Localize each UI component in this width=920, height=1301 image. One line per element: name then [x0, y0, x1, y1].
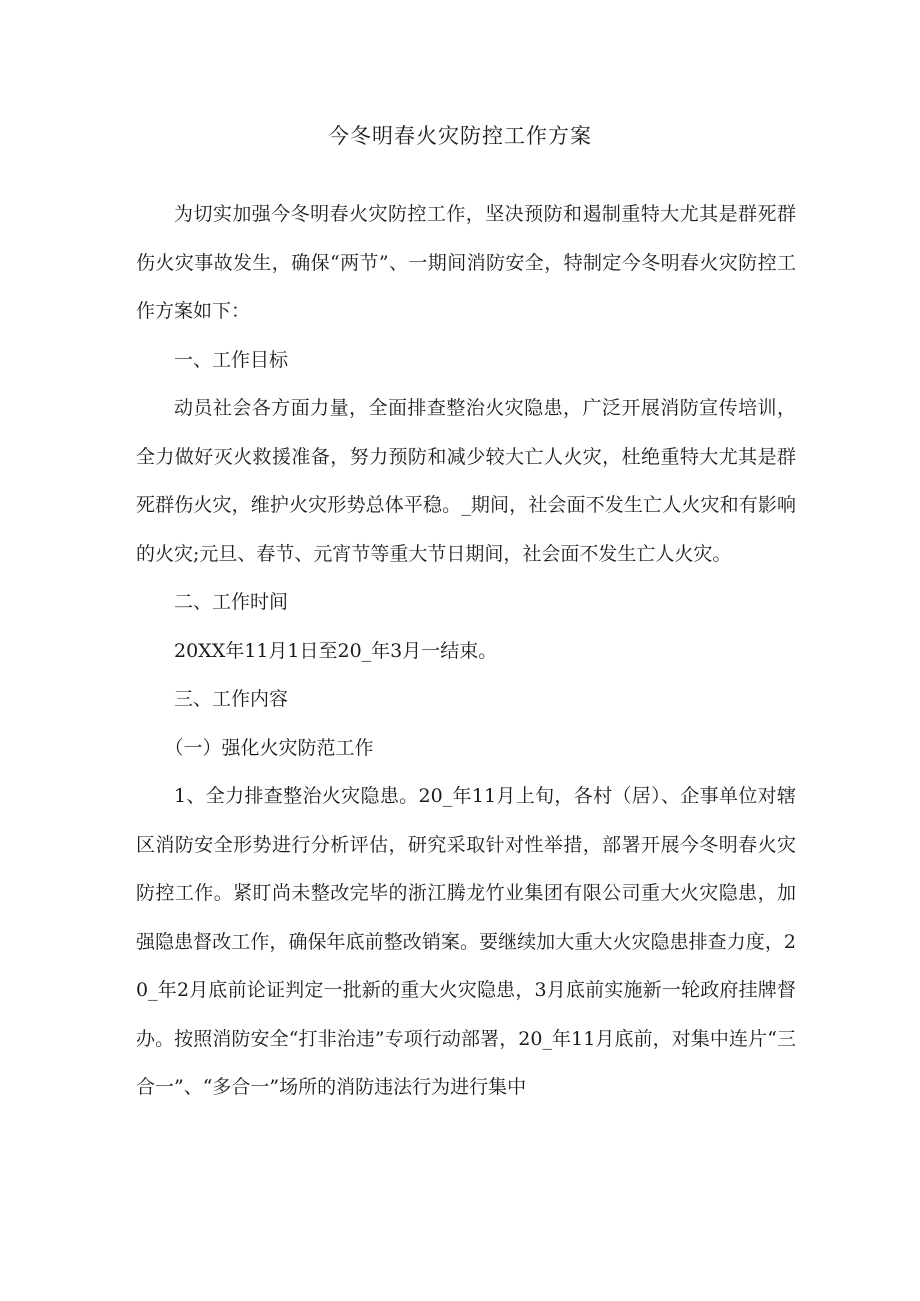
document-title: 今冬明春火灾防控工作方案 — [328, 124, 592, 148]
section-heading-content: 三、工作内容 — [174, 688, 289, 710]
goals-paragraph: 动员社会各方面力量，全面排查整治火灾隐患，广泛开展消防宣传培训，全力做好灭火救援准备，努力预防和减少较大亡人火灾，杜绝重特大尤其是群死群伤火灾，维护火灾形势总体平稳。_期间，社会面不发生亡人火灾和有影响的火灾;元旦、春节、元宵节等重大节日期间，社会面不发生亡人火灾。 — [136, 397, 796, 565]
document-body — [136, 190, 796, 1112]
item-1-paragraph: 1、全力排查整治火灾隐患。20_年11月上旬，各村（居）、企事单位对辖区消防安全形势进行分析评估，研究采取针对性举措，部署开展今冬明春火灾防控工作。紧盯尚未整改完毕的浙江腾龙竹业集团有限公司重大火灾隐患，加强隐患督改工作，确保年底前整改销案。要继续加大重大火灾隐患排查力度，20_年2月底前论证判定一批新的重大火灾隐患，3月底前实施新一轮政府挂牌督办。按照消防安全“打非治违”专项行动部署，20_年11月底前，对集中连片“三合一”、“多合一”场所的消防违法行为进行集中 — [136, 785, 796, 1098]
section-heading-time: 二、工作时间 — [174, 591, 289, 613]
intro-paragraph: 为切实加强今冬明春火灾防控工作，坚决预防和遏制重特大尤其是群死群伤火灾事故发生，确保“两节”、一期间消防安全，特制定今冬明春火灾防控工作方案如下： — [136, 203, 796, 322]
time-paragraph: 20XX年11月1日至20_年3月一结束。 — [174, 639, 498, 662]
subsection-heading-prevention: （一）强化火灾防范工作 — [164, 736, 374, 759]
section-heading-goals: 一、工作目标 — [174, 348, 289, 371]
